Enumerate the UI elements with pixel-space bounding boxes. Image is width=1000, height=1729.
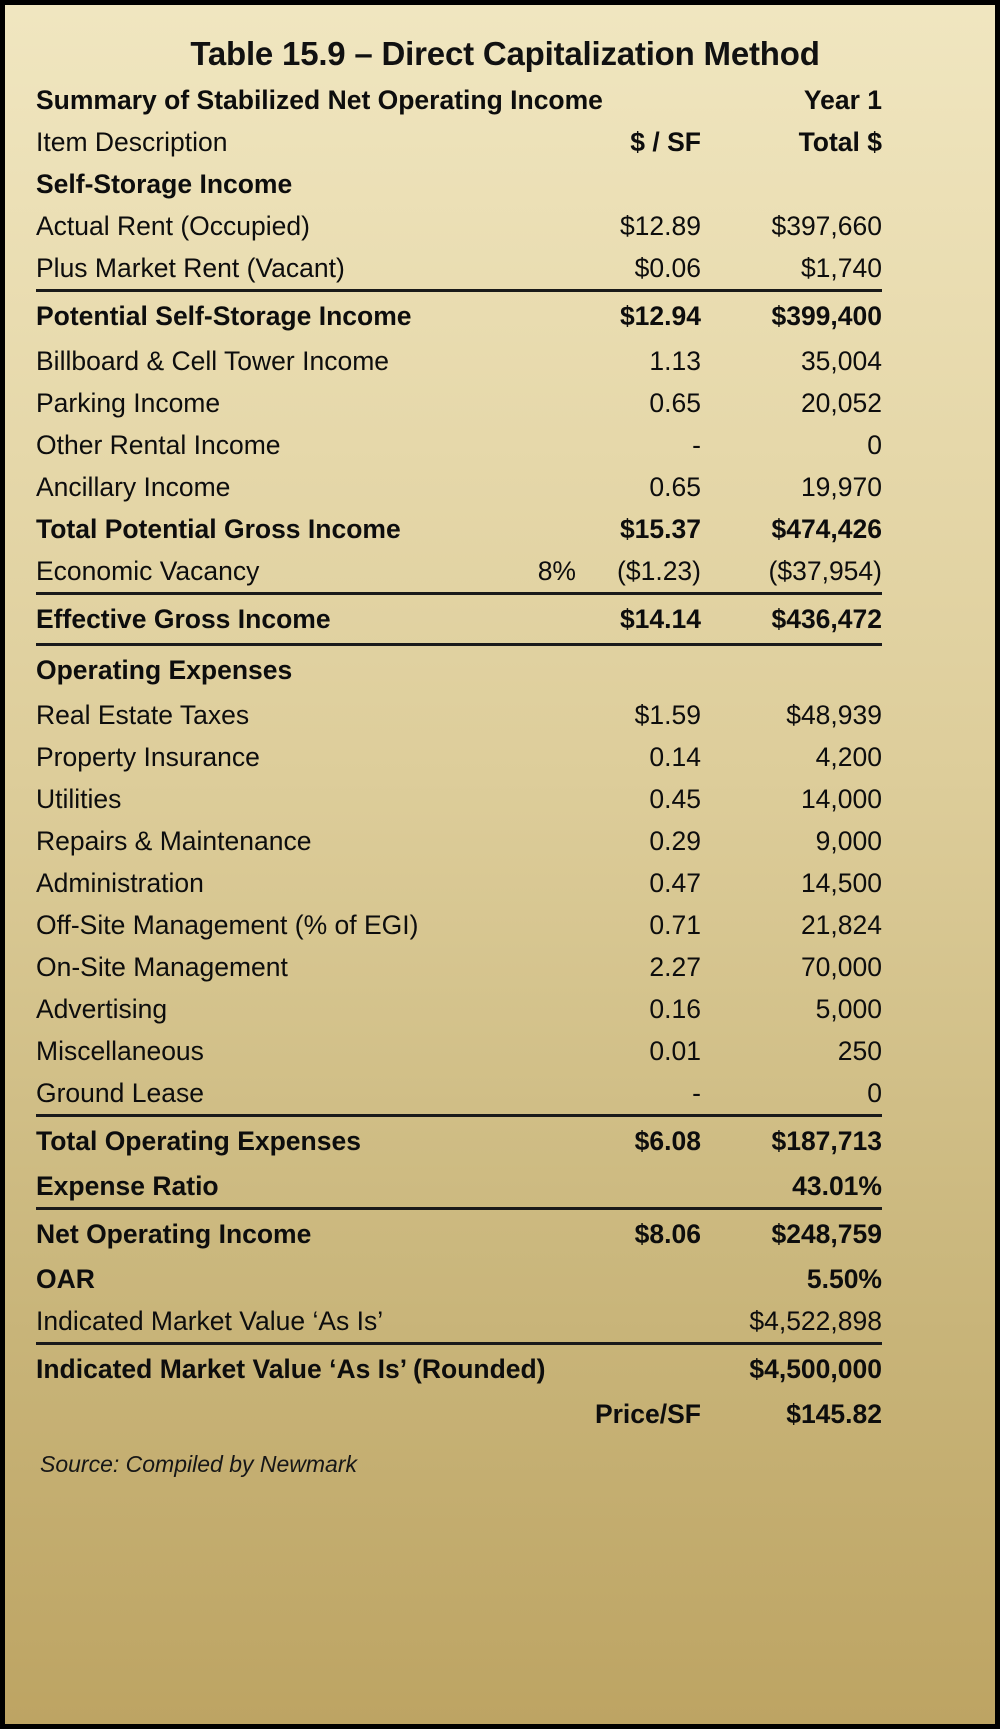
- source-note: Source: Compiled by Newmark: [40, 1451, 358, 1477]
- row-psf-value: [576, 1258, 701, 1300]
- row-percent-value: [491, 291, 576, 341]
- row-percent-value: [491, 1393, 576, 1435]
- row-total-value: $145.82: [786, 1398, 882, 1429]
- row-percent-value: 8%: [537, 555, 576, 586]
- row-item-label: Net Operating Income: [36, 1209, 491, 1259]
- row-psf-value: [576, 163, 701, 205]
- table-row: [36, 466, 882, 508]
- row-psf-value: 0.71: [649, 909, 701, 940]
- row-psf-value: 0.47: [649, 867, 701, 898]
- row-total-value: 4,200: [815, 741, 882, 772]
- row-percent-value: [491, 1165, 576, 1209]
- row-total-value: [701, 645, 882, 695]
- row-percent-value: [491, 247, 576, 291]
- table-row: [36, 594, 882, 645]
- row-total-value: [701, 163, 882, 205]
- row-item-label: Total Potential Gross Income: [36, 513, 401, 544]
- table-row: [36, 163, 882, 205]
- row-total-value: $4,500,000: [701, 1344, 882, 1394]
- row-item-label: On-Site Management: [36, 951, 288, 982]
- row-item-label: Parking Income: [36, 387, 221, 418]
- financial-table: [36, 79, 882, 1435]
- row-item-label: Effective Gross Income: [36, 594, 491, 645]
- row-total-value: $436,472: [701, 594, 882, 645]
- row-item-label: Utilities: [36, 783, 122, 814]
- table-row: [36, 1072, 882, 1116]
- row-psf-value: [576, 1300, 701, 1344]
- table-row: [36, 1258, 882, 1300]
- header-psf-label: $ / SF: [630, 126, 701, 157]
- row-total-value: 43.01%: [792, 1170, 882, 1201]
- row-percent-value: [491, 694, 576, 736]
- row-psf-value: 0.14: [649, 741, 701, 772]
- row-total-value: 14,500: [800, 867, 882, 898]
- row-item-label: OAR: [36, 1263, 95, 1294]
- table-row: [36, 1165, 882, 1209]
- row-psf-value: $12.89: [619, 210, 701, 241]
- header-item-label: Item Description: [36, 126, 228, 157]
- row-psf-value: ($1.23): [617, 555, 701, 586]
- row-item-label: Repairs & Maintenance: [36, 825, 312, 856]
- row-percent-value: [491, 424, 576, 466]
- table-row: [36, 424, 882, 466]
- row-item-label: Indicated Market Value ‘As Is’ (Rounded): [36, 1344, 491, 1394]
- row-psf-value: $15.37: [619, 513, 701, 544]
- row-psf-value: -: [692, 1077, 701, 1108]
- table-row: [36, 946, 882, 988]
- row-percent-value: [491, 904, 576, 946]
- row-total-value: 9,000: [815, 825, 882, 856]
- row-item-label: Economic Vacancy: [36, 555, 260, 586]
- table-row: [36, 550, 882, 594]
- row-item-label: Expense Ratio: [36, 1170, 219, 1201]
- row-percent-value: [491, 163, 576, 205]
- row-percent-value: [491, 862, 576, 904]
- row-total-value: 0: [867, 1077, 882, 1108]
- row-psf-value: $0.06: [634, 252, 701, 283]
- row-percent-value: [491, 988, 576, 1030]
- row-item-label: Plus Market Rent (Vacant): [36, 252, 345, 283]
- row-percent-value: [491, 508, 576, 550]
- row-psf-value: [576, 1344, 701, 1394]
- header-total-label: Total $: [798, 126, 882, 157]
- row-item-label: Advertising: [36, 993, 168, 1024]
- table-row: [36, 1116, 882, 1166]
- row-percent-value: [491, 466, 576, 508]
- table-row: [36, 820, 882, 862]
- row-psf-value: 2.27: [649, 951, 701, 982]
- row-psf-value: $8.06: [576, 1209, 701, 1259]
- row-psf-value: 0.45: [649, 783, 701, 814]
- table-row: [36, 1030, 882, 1072]
- row-total-value: 35,004: [800, 345, 882, 376]
- row-item-label: Billboard & Cell Tower Income: [36, 345, 390, 376]
- row-percent-value: [491, 205, 576, 247]
- header-year-label: Year 1: [803, 84, 882, 115]
- table-body-container: [10, 10, 1000, 1729]
- row-item-label: Ground Lease: [36, 1077, 204, 1108]
- row-total-value: $399,400: [701, 291, 882, 341]
- table-row: [36, 988, 882, 1030]
- row-total-value: 5,000: [815, 993, 882, 1024]
- table-row-group: [36, 163, 882, 1435]
- table-row: [36, 1344, 882, 1394]
- row-item-label: Other Rental Income: [36, 429, 281, 460]
- row-item-label: Real Estate Taxes: [36, 699, 250, 730]
- row-percent-value: [491, 778, 576, 820]
- row-psf-value: $1.59: [634, 699, 701, 730]
- header-spacer-3: [491, 121, 576, 163]
- row-percent-value: [491, 946, 576, 988]
- row-total-value: 0: [867, 429, 882, 460]
- row-item-label: Miscellaneous: [36, 1035, 204, 1066]
- row-total-value: 250: [837, 1035, 882, 1066]
- table-row: [36, 291, 882, 341]
- row-total-value: $397,660: [771, 210, 882, 241]
- row-total-value: $474,426: [771, 513, 882, 544]
- row-item-label: Off-Site Management (% of EGI): [36, 909, 419, 940]
- table-row: [36, 247, 882, 291]
- table-row: [36, 778, 882, 820]
- row-psf-value: 0.65: [649, 387, 701, 418]
- row-item-label: Operating Expenses: [36, 645, 491, 695]
- row-total-value: 70,000: [800, 951, 882, 982]
- row-percent-value: [491, 382, 576, 424]
- row-psf-value: $6.08: [576, 1116, 701, 1166]
- row-percent-value: [491, 1030, 576, 1072]
- row-psf-value: Price/SF: [594, 1398, 701, 1429]
- row-psf-value: 0.01: [649, 1035, 701, 1066]
- table-row: [36, 1300, 882, 1344]
- row-percent-value: [491, 1116, 576, 1166]
- row-percent-value: [491, 594, 576, 645]
- row-percent-value: [491, 1300, 576, 1344]
- row-psf-value: $14.14: [576, 594, 701, 645]
- table-row: [36, 382, 882, 424]
- row-percent-value: [491, 645, 576, 695]
- row-percent-value: [491, 1072, 576, 1116]
- row-total-value: $48,939: [786, 699, 882, 730]
- table-row: [36, 205, 882, 247]
- row-percent-value: [491, 736, 576, 778]
- row-item-label: Total Operating Expenses: [36, 1116, 491, 1166]
- row-item-label: Ancillary Income: [36, 471, 231, 502]
- row-total-value: ($37,954): [768, 555, 882, 586]
- header-summary-label: Summary of Stabilized Net Operating Income: [36, 84, 603, 115]
- row-item-label: Property Insurance: [36, 741, 260, 772]
- row-psf-value: 0.65: [649, 471, 701, 502]
- row-percent-value: [491, 1258, 576, 1300]
- table-row: [36, 645, 882, 695]
- table-row: [36, 694, 882, 736]
- table-row: [36, 1393, 882, 1435]
- row-item-label: Actual Rent (Occupied): [36, 210, 310, 241]
- table-row: [36, 736, 882, 778]
- row-total-value: 5.50%: [806, 1263, 882, 1294]
- row-item-label: Potential Self-Storage Income: [36, 291, 491, 341]
- row-psf-value: 1.13: [649, 345, 701, 376]
- table-header-row-1: [36, 79, 882, 121]
- table-header-row-2: [36, 121, 882, 163]
- row-psf-value: -: [692, 429, 701, 460]
- row-percent-value: [491, 1209, 576, 1259]
- page-title: Table 15.9 – Direct Capitalization Method: [190, 35, 820, 72]
- row-total-value: 14,000: [800, 783, 882, 814]
- row-total-value: $1,740: [800, 252, 882, 283]
- row-item-label: [36, 1393, 491, 1435]
- row-psf-value: [576, 645, 701, 695]
- table-row: [36, 340, 882, 382]
- row-total-value: $248,759: [701, 1209, 882, 1259]
- row-total-value: 20,052: [800, 387, 882, 418]
- row-psf-value: 0.29: [649, 825, 701, 856]
- row-total-value: $4,522,898: [749, 1305, 882, 1336]
- row-total-value: 19,970: [800, 471, 882, 502]
- row-item-label: Administration: [36, 867, 204, 898]
- table-row: [36, 508, 882, 550]
- row-item-label: Self-Storage Income: [36, 168, 293, 199]
- table-row: [36, 904, 882, 946]
- row-total-value: 21,824: [800, 909, 882, 940]
- row-percent-value: [491, 820, 576, 862]
- row-total-value: $187,713: [701, 1116, 882, 1166]
- row-percent-value: [491, 340, 576, 382]
- row-psf-value: $12.94: [576, 291, 701, 341]
- table-header-group: [36, 79, 882, 163]
- row-psf-value: [576, 1165, 701, 1209]
- table-row: [36, 1209, 882, 1259]
- table-row: [36, 862, 882, 904]
- row-item-label: Indicated Market Value ‘As Is’: [36, 1305, 384, 1336]
- row-psf-value: 0.16: [649, 993, 701, 1024]
